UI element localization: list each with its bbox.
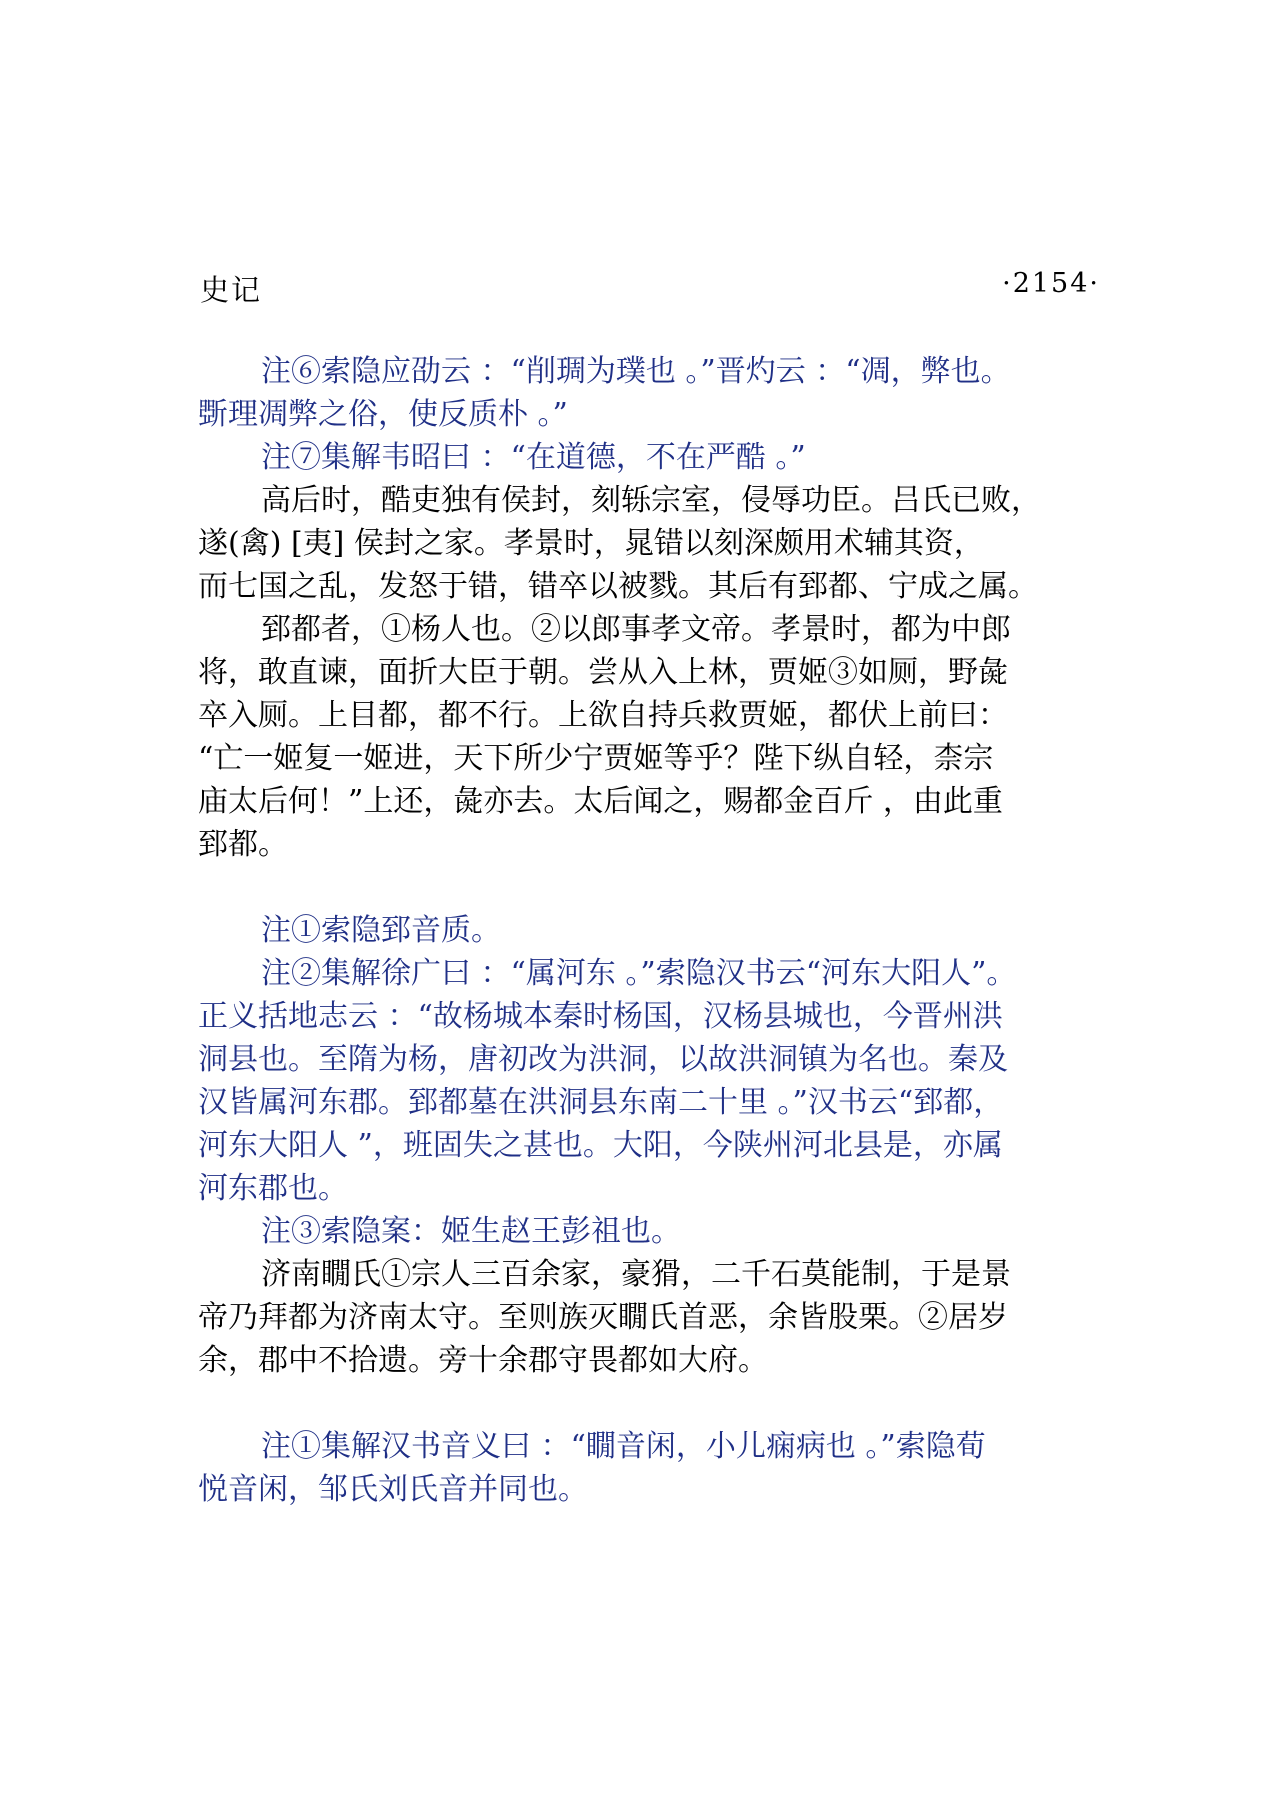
- annotation-line: 注⑦集解韦昭曰 ：“在道德，不在严酷 。”: [261, 440, 806, 475]
- annotation-line: 斲理凋弊之俗，使反质朴 。”: [198, 397, 568, 432]
- annotation-line: 注③索隐案：姬生赵王彭祖也。: [261, 1214, 681, 1249]
- book-title: 史记: [200, 273, 263, 307]
- annotation-line: 正义括地志云 ：“故杨城本秦时杨国，汉杨县城也，今晋州洪: [198, 999, 1003, 1034]
- text-line: 庙太后何！”上还，彘亦去。太后闻之，赐都金百斤 ，由此重: [198, 784, 1003, 819]
- annotation-line: 悦音闲，邹氏刘氏音并同也。: [198, 1472, 588, 1507]
- page-number: ·2154·: [1002, 268, 1100, 299]
- annotation-line: 注⑥索隐应劭云 ：“削琱为璞也 。”晋灼云 ：“凋，弊也。: [261, 354, 1011, 389]
- text-line: 郅都。: [198, 827, 288, 862]
- text-line: “亡一姬复一姬进，天下所少宁贾姬等乎？陛下纵自轻，柰宗: [198, 741, 994, 776]
- text-line: 遂(禽) [夷] 侯封之家。孝景时，晁错以刻深颇用术辅其资，: [198, 526, 984, 561]
- paragraph-gap: [198, 866, 1102, 909]
- annotation-line: 河东郡也。: [198, 1171, 348, 1206]
- text-line: 余，郡中不拾遗。旁十余郡守畏都如大府。: [198, 1343, 768, 1378]
- page-header: [200, 268, 1100, 308]
- text-line: 卒入厕。上目都，都不行。上欲自持兵救贾姬，都伏上前曰：: [198, 698, 1008, 733]
- paragraph-gap: [198, 1382, 1102, 1425]
- text-line: 帝乃拜都为济南太守。至则族灭瞯氏首恶，余皆股栗。②居岁: [198, 1300, 1008, 1335]
- annotation-line: 注①索隐郅音质。: [261, 913, 501, 948]
- annotation-line: 河东大阳人 ”，班固失之甚也。大阳，今陕州河北县是，亦属: [198, 1128, 1003, 1163]
- text-line: 而七国之乱，发怒于错，错卒以被戮。其后有郅都、宁成之属。: [198, 569, 1038, 604]
- annotation-line: 注②集解徐广曰 ：“属河东 。”索隐汉书云“河东大阳人”。: [261, 956, 1017, 991]
- text-line: 高后时，酷吏独有侯封，刻轹宗室，侵辱功臣。吕氏已败，: [261, 483, 1041, 518]
- text-line: 将，敢直谏，面折大臣于朝。尝从入上林，贾姬③如厕，野彘: [198, 655, 1008, 690]
- annotation-line: 洞县也。至隋为杨，唐初改为洪洞，以故洪洞镇为名也。秦及: [198, 1042, 1008, 1077]
- annotation-line: 汉皆属河东郡。郅都墓在洪洞县东南二十里 。”汉书云“郅都，: [198, 1085, 1004, 1120]
- text-line: 郅都者，①杨人也。②以郎事孝文帝。孝景时，都为中郎: [261, 612, 1011, 647]
- annotation-line: 注①集解汉书音义曰 ：“瞯音闲，小儿痫病也 。”索隐荀: [261, 1429, 986, 1464]
- body-text: [198, 350, 1102, 1511]
- text-line: 济南瞯氏①宗人三百余家，豪猾，二千石莫能制，于是景: [261, 1257, 1011, 1292]
